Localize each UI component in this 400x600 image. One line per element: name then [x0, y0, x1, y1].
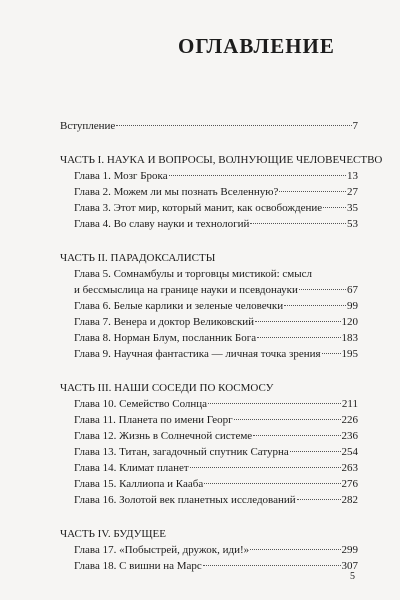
- toc-entry-chapter: [60, 396, 358, 412]
- toc-entry-chapter: [60, 330, 358, 346]
- toc-page-number: 67: [347, 284, 358, 296]
- toc-entry-label: Глава 9. Научная фантастика — личная точка зрения: [74, 348, 321, 360]
- toc-entry-chapter: [60, 444, 358, 460]
- toc-page-number: 195: [341, 348, 358, 360]
- toc-page-number: 7: [352, 120, 358, 132]
- toc-entry-label: Глава 4. Во славу науки и технологий: [74, 218, 250, 230]
- toc-entry-label: Глава 5. Сомнамбулы и торговцы мистикой: смысл: [74, 268, 312, 280]
- toc-page-number: 263: [341, 462, 358, 474]
- toc-entry-label: Глава 15. Каллиопа и Кааба: [74, 478, 204, 490]
- toc-entry-chapter: [60, 184, 358, 200]
- toc-entry-chapter: [60, 282, 358, 298]
- toc-entry-chapter: [60, 412, 358, 428]
- toc-entry-label: Глава 18. С вишни на Марс: [74, 560, 202, 572]
- toc-entry-label: Глава 6. Белые карлики и зеленые человечки: [74, 300, 284, 312]
- toc-entry-label: Глава 12. Жизнь в Солнечной системе: [74, 430, 253, 442]
- dot-leader: [250, 548, 340, 550]
- toc-page-number: 236: [341, 430, 358, 442]
- toc-page-number: 120: [341, 316, 358, 328]
- part-heading: ЧАСТЬ I. НАУКА И ВОПРОСЫ, ВОЛНУЮЩИЕ ЧЕЛОВЕЧЕСТВО: [60, 154, 383, 166]
- table-of-contents: [60, 118, 383, 574]
- toc-entry-label: Глава 7. Венера и доктор Великовский: [74, 316, 255, 328]
- toc-entry-label: Глава 13. Титан, загадочный спутник Сатурна: [74, 446, 289, 458]
- toc-entry-label: Глава 14. Климат планет: [74, 462, 189, 474]
- dot-leader: [255, 320, 340, 322]
- part-heading: ЧАСТЬ IV. БУДУЩЕЕ: [60, 528, 166, 540]
- dot-leader: [208, 402, 341, 404]
- toc-entry-chapter: [60, 168, 358, 184]
- toc-page-number: 183: [341, 332, 358, 344]
- dot-leader: [299, 288, 346, 290]
- toc-entry-label: Глава 3. Этот мир, который манит, как освобождение: [74, 202, 323, 214]
- toc-entry-chapter: [60, 492, 358, 508]
- page-title: ОГЛАВЛЕНИЕ: [178, 34, 335, 58]
- toc-entry-label: Глава 17. «Побыстрей, дружок, иди!»: [74, 544, 250, 556]
- toc-entry-label: Глава 1. Мозг Брока: [74, 170, 168, 182]
- toc-page-number: 53: [347, 218, 358, 230]
- toc-entry-chapter: [60, 314, 358, 330]
- dot-leader: [323, 206, 346, 208]
- toc-page-number: 276: [341, 478, 358, 490]
- dot-leader: [234, 418, 341, 420]
- toc-entry-chapter: [60, 216, 358, 232]
- toc-entry-label: Глава 8. Норман Блум, посланник Бога: [74, 332, 257, 344]
- dot-leader: [116, 124, 351, 126]
- toc-entry-continuation: и бессмыслица на границе науки и псевдонауки: [74, 284, 298, 296]
- toc-page-number: 254: [341, 446, 358, 458]
- toc-page-number: 226: [341, 414, 358, 426]
- dot-leader: [322, 352, 341, 354]
- toc-page-number: 13: [347, 170, 358, 182]
- dot-leader: [204, 482, 340, 484]
- dot-leader: [250, 222, 346, 224]
- toc-entry-label: Глава 2. Можем ли мы познать Вселенную?: [74, 186, 279, 198]
- toc-entry-chapter: [60, 298, 358, 314]
- dot-leader: [253, 434, 340, 436]
- toc-entry-chapter: [60, 542, 358, 558]
- toc-entry-chapter: [60, 346, 358, 362]
- dot-leader: [257, 336, 340, 338]
- dot-leader: [297, 498, 341, 500]
- toc-entry-chapter: [60, 200, 358, 216]
- page-number: 5: [350, 571, 355, 582]
- dot-leader: [169, 174, 346, 176]
- toc-page-number: 299: [341, 544, 358, 556]
- toc-page-number: 35: [347, 202, 358, 214]
- toc-entry-label: Глава 10. Семейство Солнца: [74, 398, 208, 410]
- toc-entry-label: Глава 11. Планета по имени Георг: [74, 414, 233, 426]
- part-heading: ЧАСТЬ II. ПАРАДОКСАЛИСТЫ: [60, 252, 216, 264]
- dot-leader: [279, 190, 346, 192]
- toc-page-number: 211: [341, 398, 358, 410]
- toc-page-number: 282: [341, 494, 358, 506]
- dot-leader: [284, 304, 346, 306]
- toc-page-number: 307: [341, 560, 358, 572]
- toc-entry-chapter: [60, 558, 358, 574]
- toc-entry-chapter: [60, 428, 358, 444]
- toc-page-number: 99: [347, 300, 358, 312]
- toc-entry-chapter: [60, 476, 358, 492]
- toc-entry-chapter: [60, 460, 358, 476]
- dot-leader: [190, 466, 341, 468]
- dot-leader: [203, 564, 341, 566]
- toc-entry-label: Вступление: [60, 120, 116, 132]
- toc-page-number: 27: [347, 186, 358, 198]
- part-heading: ЧАСТЬ III. НАШИ СОСЕДИ ПО КОСМОСУ: [60, 382, 274, 394]
- dot-leader: [290, 450, 341, 452]
- toc-entry-label: Глава 16. Золотой век планетных исследований: [74, 494, 296, 506]
- toc-entry-intro: [60, 118, 358, 134]
